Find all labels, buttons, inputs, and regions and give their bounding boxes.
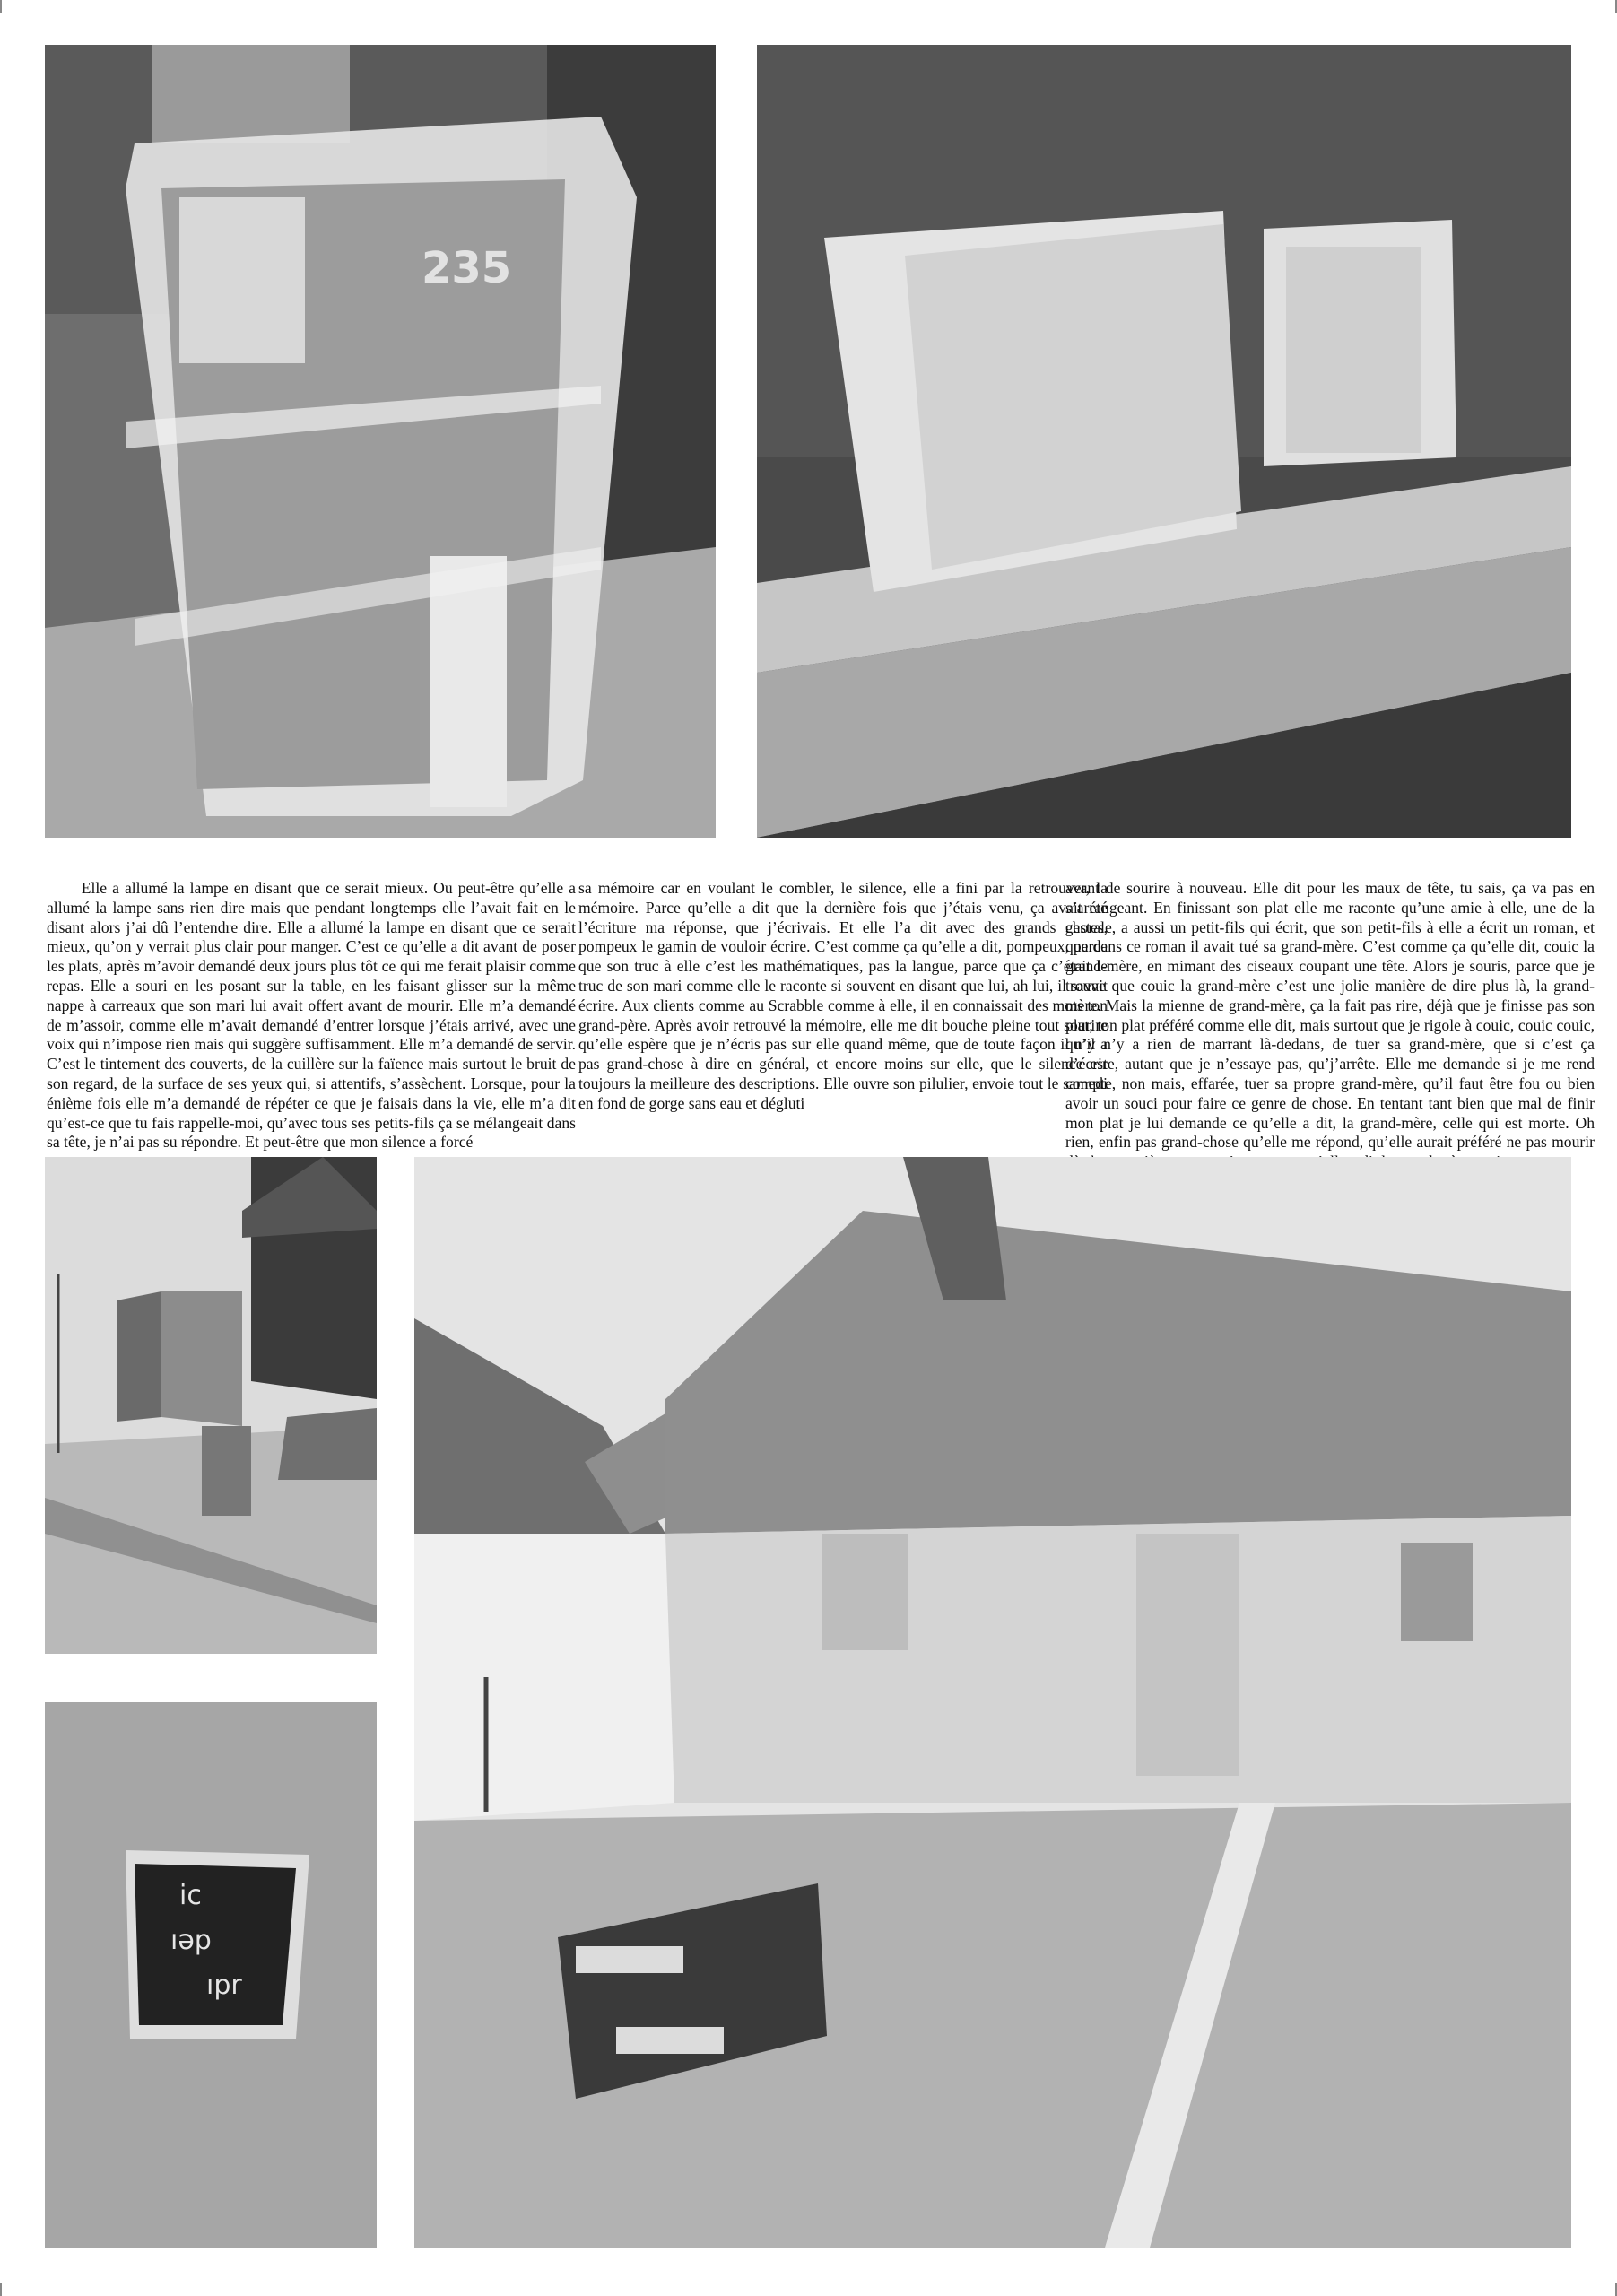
photo-street-view <box>45 1157 377 1654</box>
crop-mark-top-right <box>1603 0 1617 13</box>
crop-mark-bottom-left <box>0 2283 14 2296</box>
photo-wall-plaque <box>45 1702 377 2248</box>
plaque-fragment-1: ic <box>179 1880 202 1911</box>
text-column-3: avant de sourire à nouveau. Elle dit pour les maux de tête, tu sais, ça va pas en s’arrangeant. En finissant son plat elle me raconte qu’une amie à elle, une de la chorale, a aussi un petit-fils qui écrit, que son petit-fils à elle a écrit un roman, et que dans ce roman il avait tué sa grand-mère. C’est comme ça qu’elle dit, couic la grand-mère, en mimant des ciseaux coupant une tête. Alors je souris, parce que je trouve que couic la grand-mère c’est une jolie manière de dire plus là, la grand-mère. Mais la mienne de grand-mère, ça la fait pas rire, déjà que je finisse pas son plat, ton plat préféré comme elle dit, mais surtout que je rigole à couic, couic couic, qu’il n’y a rien de marrant là-dedans, de tuer sa grand-mère, que si c’est ça d’écrire, autant que je n’essaye pas, qu’j’arrête. Elle me demande si je me rend compte, non mais, effarée, tuer sa propre grand-mère, qu’il faut être fou ou bien avoir un souci pour faire ce genre de chose. En tentant tant bien que mal de finir mon plat je lui demande ce qu’elle a dit, la grand-mère, celle qui est morte. Oh rien, enfin pas grand-chose qu’elle me répond, qu’elle aurait préféré ne pas mourir <box>1065 879 1595 1152</box>
text-column-2: sa mémoire car en voulant le combler, le silence, elle a fini par la retrouver, la mémoire. Parce qu’elle a dit que la dernière fois que j’étais venu, ça avait été l’écriture ma réponse, que j’écrivais. Et elle l’a dit avec des grands gestes, pompeux le gamin de vouloir écrire. C’est comme ça qu’elle a dit, pompeux, parce que son truc à elle c’est les mathématiques, pas la langue, parce que ça c’était le truc de son mari comme elle le raconte si souvent en disant que lui, ah lui, il savait écrire. Aux clients comme au Scrabble comme à elle, il en connaissait des mots ton grand-père. Après avoir retrouvé la mémoire, elle me dit bouche pleine tout sourire qu’elle espère que je n’écris pas sur elle quand même, que de toute façon il n’y a pas grand-chose à dire en général, et encore moins sur elle, que le silence est toujours la meilleure des descriptions. Elle ouvre son pilulier, envoie tout le samedi en fond de gorge sans eau et dégluti <box>578 879 1108 1112</box>
photo-wrapped-cabinet <box>45 45 716 838</box>
text-column-1: Elle a allumé la lampe en disant que ce serait mieux. Ou peut-être qu’elle a allumé la lampe sans rien dire mais que pendant longtemps elle l’avait fait en le disant alors j’ai dû l’entendre dire. Elle a allumé la lampe en disant que ce serait mieux, qu’on y verrait plus clair pour manger. C’est ce qu’elle a dit avant de poser les plats, après m’avoir demandé deux jours plus tôt ce qui me ferait plaisir comme repas. Elle a souri en les posant sur la table, en les faisant glisser sur la même nappe à carreaux que son mari lui avait offert avant de mourir. Elle m’a demandé de m’assoir, comme elle m’avait demandé d’entrer lorsque j’étais arrivé, avec une voix qui n’impose rien mais qui suggère suffisamment. Elle m’a demandé de servir. C’est le tintement des couverts, de la cuillère sur la faïence mais surtout le bruit de son regard, de la surface de ses yeux qui, si attentifs, s’assèchent. Lorsque, pour la énième fois elle m’a demandé de répéter ce que je faisais dans la vie, elle m’a dit qu’est-ce que tu fais rappelle-moi, qu’avec tous ses petits-fils ça se mélangeait dans sa tête, je n’ai pas su répondre. Et peut-être que mon silence a forcé <box>47 879 576 1152</box>
plaque-fragment-2: ıəp <box>170 1925 212 1956</box>
plaque-fragment-3: ıpr <box>206 1970 242 2001</box>
crop-mark-top-left <box>0 0 14 13</box>
photo-meter-boxes <box>757 45 1571 838</box>
cabinet-number: 235 <box>422 243 512 293</box>
crop-mark-bottom-right <box>1603 2283 1617 2296</box>
photo-house-mailbox <box>414 1157 1571 2248</box>
